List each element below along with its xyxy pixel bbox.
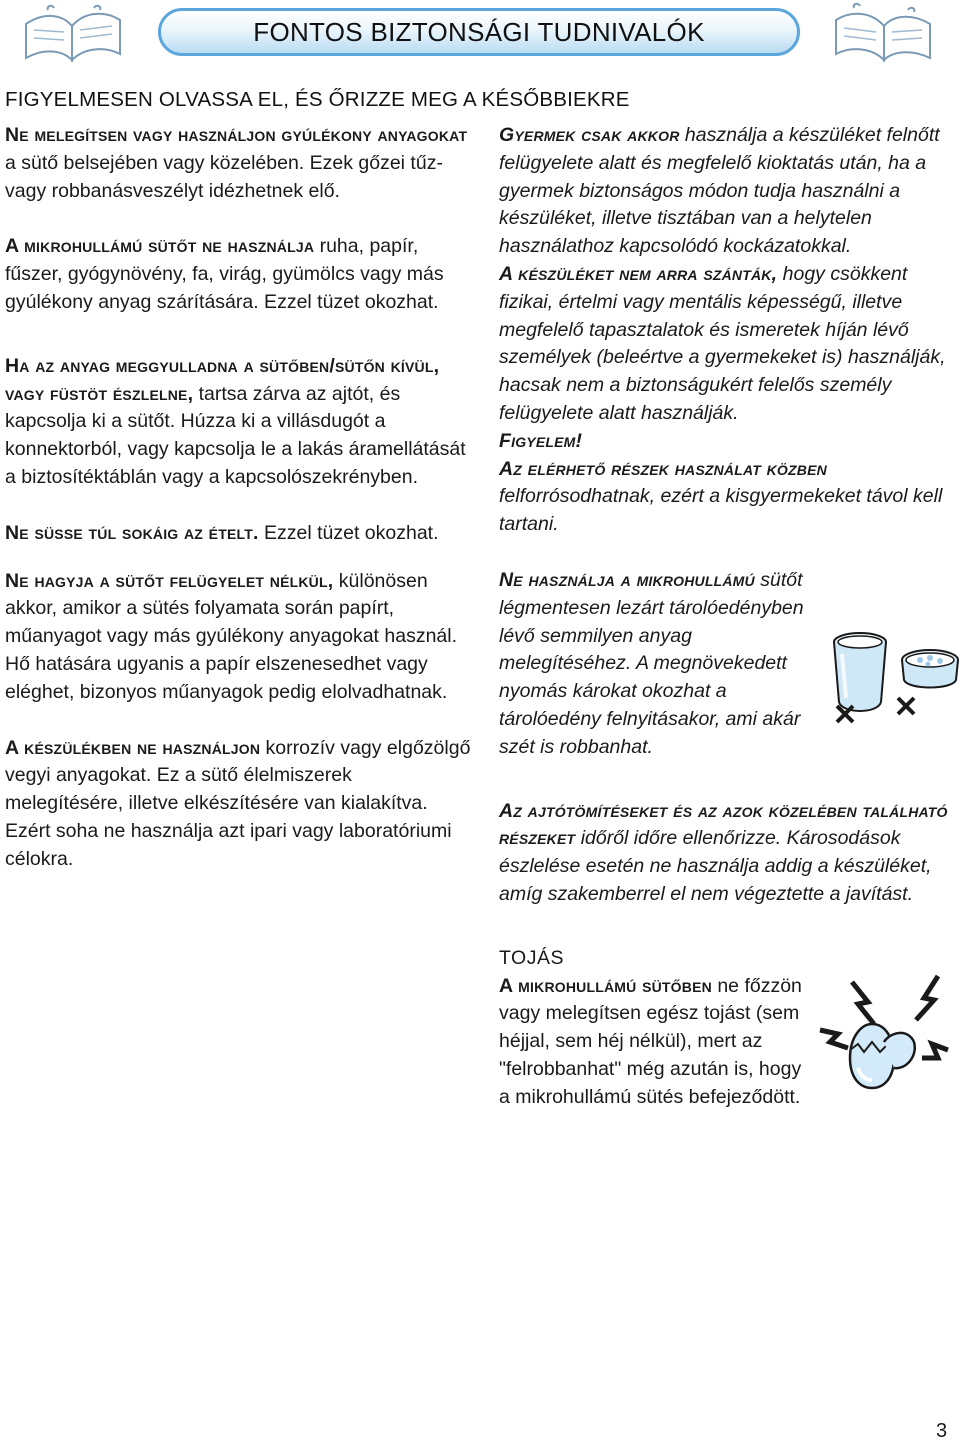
left-column [5,122,475,874]
bold-lead: Az elérhető részek használat közben [499,457,827,480]
warning-unattended [5,568,475,707]
paragraph-text: különösen akkor, amikor a sütés folyamata során papírt, műanyagot vagy más gyúlékony anyagokat használ. Hő hatására ugyanis a papír elszenesedhet vagy eléghet, bizonyos műanyagok pedig elolvadhatnak. [5,569,458,703]
paragraph-text: tartsa zárva az ajtót, és kapcsolja ki a sütőt. Húzza ki a villásdugót a konnektorból, vagy kapcsolja le a lakás áramellátását a biztosítéktáblán vagy a kapcsolószekrényben. [5,382,466,488]
accessible-parts-heading [499,456,954,484]
bold-lead: Figyelem! [499,429,583,452]
warning-drying [5,233,475,316]
paragraph-text: időről időre ellenőrizze. Károsodások észlelése esetén ne használja addig a készüléket, amíg szakemberrel el nem végeztette a javítást. [499,827,932,905]
bold-lead: Ne süsse túl sokáig az ételt. [5,521,259,544]
warning-fire [5,353,475,492]
warning-chemicals [5,735,475,874]
paragraph-text: korrozív vagy elgőzölgő vegyi anyagokat. Ez a sütő élelmiszerek melegítésére, illetve elkészítésére van kialakítva. Ezért soha ne használja azt ipari vagy laboratóriumi célokra. [5,736,471,870]
header-banner [158,8,800,56]
bold-lead: A készüléket nem arra szánták, [499,262,778,285]
warning-children [499,122,954,261]
attention-label [499,428,954,456]
warning-overcook [5,520,475,548]
page-number: 3 [936,1420,948,1442]
bold-lead: A mikrohullámú sütőben [499,974,712,997]
exploding-egg-icon [814,972,954,1109]
book-icon [828,2,938,69]
paragraph-text: hogy csökkent fizikai, értelmi vagy mentális képességű, illetve megfelelő tapasztalatok és ismeretek híján lévő személyek (beleértve a gyermekeket is) használják, hacsak nem a biztonságukért felelős személy felügyelete alatt használják. [499,262,946,424]
bold-lead: Ne hagyja a sütőt felügyelet nélkül, [5,569,334,592]
bold-lead: Gyermek csak akkor [499,124,680,146]
warning-reduced-capability [499,261,954,428]
warning-flammable [5,122,475,205]
bold-lead: Ne melegítsen vagy használjon gyúlékony anyagokat [5,124,468,146]
accessible-parts-text: felforrósodhatnak, ezért a kisgyermekeket távol kell tartani. [499,485,943,536]
subtitle: FIGYELMESEN OLVASSA EL, ÉS ŐRIZZE MEG A KÉSŐBBIEKRE [5,88,630,111]
right-column [499,122,954,1112]
paragraph-text: ne főzzön vagy melegítsen egész tojást (sem héjjal, sem héj nélkül), mert az "felrobbanhat" még azután is, hogy a mikrohullámú sütés befejeződött. [499,974,802,1108]
paragraph-text: sütőt légmentesen lezárt tárolóedényben lévő semmilyen anyag melegítéséhez. A megnövekedett nyomás károkat okozhat a tárolóedény felnyitásakor, ami akár szét is robbanhat. [499,568,804,758]
paragraph-text: Ezzel tüzet okozhat. [258,521,439,544]
bold-lead: Az ajtótömítéseket és az azok közelében található részeket [499,799,948,850]
bold-lead: Ha az anyag meggyulladna a sütőben/sütőn kívül, vagy füstöt észlelne, [5,354,440,405]
paragraph-text: a sütő belsejében vagy közelében. Ezek gőzei tűz- vagy robbanásveszélyt idézhetnek elő. [5,151,443,202]
bold-lead: Ne használja a mikrohullámú [499,568,755,591]
warning-door-seals [499,798,954,909]
book-icon [18,2,128,69]
sealed-container-icon [812,618,960,741]
page-title: FONTOS BIZTONSÁGI TUDNIVALÓK [253,16,705,47]
paragraph-text: használja a készüléket felnőtt felügyelete alatt és megfelelő kioktatás után, ha a gyermek biztonságos módon tudja használni a készüléket, illetve tisztában van a helytelen használathoz kapcsolódó kockázatokkal. [499,124,940,258]
warning-sealed-containers [499,567,815,762]
paragraph-text: ruha, papír, fűszer, gyógynövény, fa, virág, gyümölcs vagy más gyúlékony anyag szárítására. Ezzel tüzet okozhat. [5,235,444,313]
bold-lead: A mikrohullámú sütőt ne használja [5,235,315,258]
egg-section-heading: TOJÁS [499,946,564,969]
warning-eggs [499,973,817,1112]
bold-lead: A készülékben ne használjon [5,736,261,759]
